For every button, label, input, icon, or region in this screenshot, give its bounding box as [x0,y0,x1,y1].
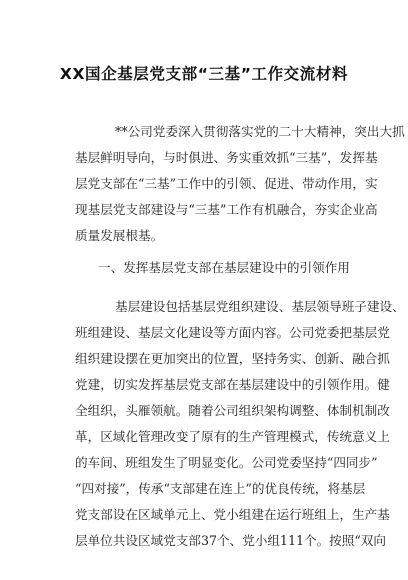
intro-line: 基层鲜明导向，与时俱进、务实重效抓“三基”，发挥基 [75,150,378,165]
intro-line: 质量发展根基。 [75,228,164,243]
intro-line: 现基层党支部建设与“三基”工作有机融合，夯实企业高 [75,202,378,217]
intro-line: 层党支部在“三基”工作中的引领、促进、带动作用，实 [75,176,378,191]
body-line: 组织建设摆在更加突出的位置，坚持务实、创新、融合抓 [75,351,390,366]
body-line: 班组建设、基层文化建设等方面内容。公司党委把基层党 [75,325,390,340]
body-line: 党建，切实发挥基层党支部在基层建设中的引领作用。健 [75,377,390,392]
section-heading: 一、发挥基层党支部在基层建设中的引领作用 [98,260,350,275]
body-line: 的车间、班组发生了明显变化。公司党委坚持“四同步” [75,455,378,470]
body-line: 层单位共设区域党支部37个、党小组111个。按照“双向 [75,533,386,548]
body-line: 基层建设包括基层党组织建设、基层领导班子建设、 [115,299,405,314]
body-line: 革，区域化管理改变了原有的生产管理模式，传统意义上 [75,429,390,444]
intro-line: **公司党委深入贯彻落实党的二十大精神，突出大抓 [115,124,405,139]
document-title: XX国企基层党支部“三基”工作交流材料 [59,65,349,83]
body-line: 党支部设在区域单元上、党小组建在运行班组上，生产基 [75,507,390,522]
body-line: “四对接”，传承“支部建在连上”的优良传统，将基层 [75,481,366,496]
body-line: 全组织，头雁领航。随着公司组织架构调整、体制机制改 [75,403,390,418]
